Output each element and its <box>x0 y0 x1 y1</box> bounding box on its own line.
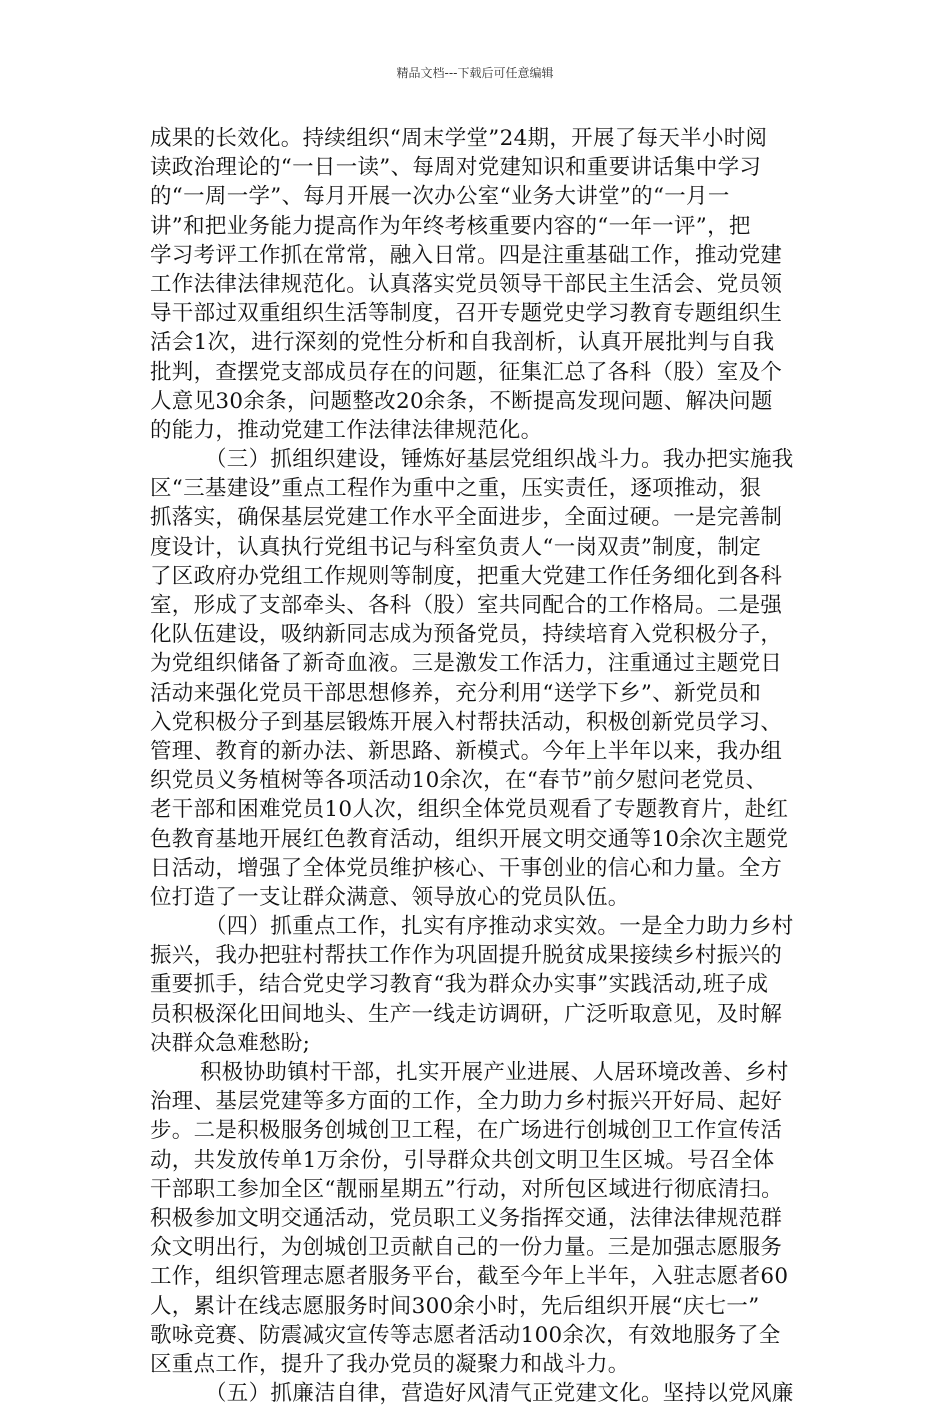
text-line: 区“三基建设”重点工程作为重中之重，压实责任，逐项推动，狠 <box>150 476 762 502</box>
text-line: 动，共发放传单1万余份，引导群众共创文明卫生区城。号召全体 <box>150 1147 775 1173</box>
text-line: 成果的长效化。持续组织“周末学堂”24期，开展了每天半小时阅 <box>150 126 768 151</box>
text-line: 决群众急难愁盼; <box>150 1030 311 1056</box>
text-line: 区重点工作，提升了我办党员的凝聚力和战斗力。 <box>150 1351 630 1377</box>
text-line: 歌咏竞赛、防震减灾宣传等志愿者活动100余次，有效地服务了全 <box>150 1322 781 1348</box>
text-line: 管理、教育的新办法、新思路、新模式。今年上半年以来，我办组 <box>150 738 783 764</box>
text-line: 人，累计在线志愿服务时间300余小时，先后组织开展“庆七一” <box>150 1293 760 1319</box>
text-line: 老干部和困难党员10人次，组织全体党员观看了专题教育片，赴红 <box>150 797 789 823</box>
text-line: 员积极深化田间地头、生产一线走访调研，广泛听取意见，及时解 <box>150 1001 783 1027</box>
text-line: 了区政府办党组工作规则等制度，把重大党建工作任务细化到各科 <box>150 563 783 589</box>
page-header: 精品文档---下载后可任意编辑 <box>396 66 554 80</box>
text-line: 织党员义务植树等各项活动10余次，在“春节”前夕慰问老党员、 <box>150 768 768 794</box>
text-line: 日活动，增强了全体党员维护核心、干事创业的信心和力量。全方 <box>150 855 783 881</box>
text-line: 学习考评工作抓在常常，融入日常。四是注重基础工作，推动党建 <box>150 242 783 268</box>
text-line: （五）抓廉洁自律，营造好风清气正党建文化。坚持以党风廉 <box>205 1381 794 1407</box>
text-line: 导干部过双重组织生活等制度，召开专题党史学习教育专题组织生 <box>150 301 783 327</box>
text-line: 干部职工参加全区“靓丽星期五”行动，对所包区域进行彻底清扫。 <box>150 1176 783 1202</box>
text-line: 治理、基层党建等多方面的工作，全力助力乡村振兴开好局、起好 <box>150 1089 783 1115</box>
text-line: 众文明出行，为创城创卫贡献自己的一份力量。三是加强志愿服务 <box>150 1235 783 1261</box>
text-line: 重要抓手，结合党史学习教育“我为群众办实事”实践活动,班子成 <box>150 972 769 998</box>
text-line: （三）抓组织建设，锤炼好基层党组织战斗力。我办把实施我 <box>205 447 794 473</box>
text-line: 讲”和把业务能力提高作为年终考核重要内容的“一年一评”，把 <box>150 213 751 239</box>
text-line: 批判，查摆党支部成员存在的问题，征集汇总了各科（股）室及个 <box>150 359 783 385</box>
text-line: 为党组织储备了新奇血液。三是激发工作活力，注重通过主题党日 <box>150 651 783 677</box>
text-line: 工作法律法律规范化。认真落实党员领导干部民主生活会、党员领 <box>150 271 783 297</box>
text-line: 化队伍建设，吸纳新同志成为预备党员，持续培育入党积极分子， <box>150 622 783 648</box>
text-line: 的能力，推动党建工作法律法律规范化。 <box>150 417 543 443</box>
document-body <box>150 124 820 1408</box>
text-line: 人意见30余条，问题整改20余条，不断提高发现问题、解决问题 <box>150 388 773 414</box>
text-line: 的“一周一学”、每月开展一次办公室“业务大讲堂”的“一月一 <box>150 184 730 210</box>
text-line: 度设计，认真执行党组书记与科室负责人“一岗双责”制度，制定 <box>150 534 762 560</box>
text-line: 室，形成了支部牵头、各科（股）室共同配合的工作格局。二是强 <box>150 593 783 618</box>
text-line: 振兴，我办把驻村帮扶工作作为巩固提升脱贫成果接续乡村振兴的 <box>150 943 783 969</box>
text-line: 活动来强化党员干部思想修养，充分利用“送学下乡”、新党员和 <box>150 680 762 706</box>
text-line: 活会1次，进行深刻的党性分析和自我剖析，认真开展批判与自我 <box>150 330 775 356</box>
text-line: 工作，组织管理志愿者服务平台，截至今年上半年，入驻志愿者60 <box>150 1264 789 1290</box>
text-line: 抓落实，确保基层党建工作水平全面进步，全面过硬。一是完善制 <box>150 505 783 531</box>
text-line: 读政治理论的“一日一读”、每周对党建知识和重要讲话集中学习 <box>150 155 762 181</box>
text-line: （四）抓重点工作，扎实有序推动求实效。一是全力助力乡村 <box>205 914 794 940</box>
text-line: 步。二是积极服务创城创卫工程，在广场进行创城创卫工作宣传活 <box>150 1118 783 1144</box>
text-line: 位打造了一支让群众满意、领导放心的党员队伍。 <box>150 884 630 910</box>
text-line: 积极参加文明交通活动，党员职工义务指挥交通，法律法律规范群 <box>150 1205 783 1231</box>
text-line: 色教育基地开展红色教育活动，组织开展文明交通等10余次主题党 <box>150 826 789 852</box>
text-line: 入党积极分子到基层锻炼开展入村帮扶活动，积极创新党员学习、 <box>150 709 783 735</box>
text-line: 积极协助镇村干部，扎实开展产业进展、人居环境改善、乡村 <box>200 1060 789 1085</box>
